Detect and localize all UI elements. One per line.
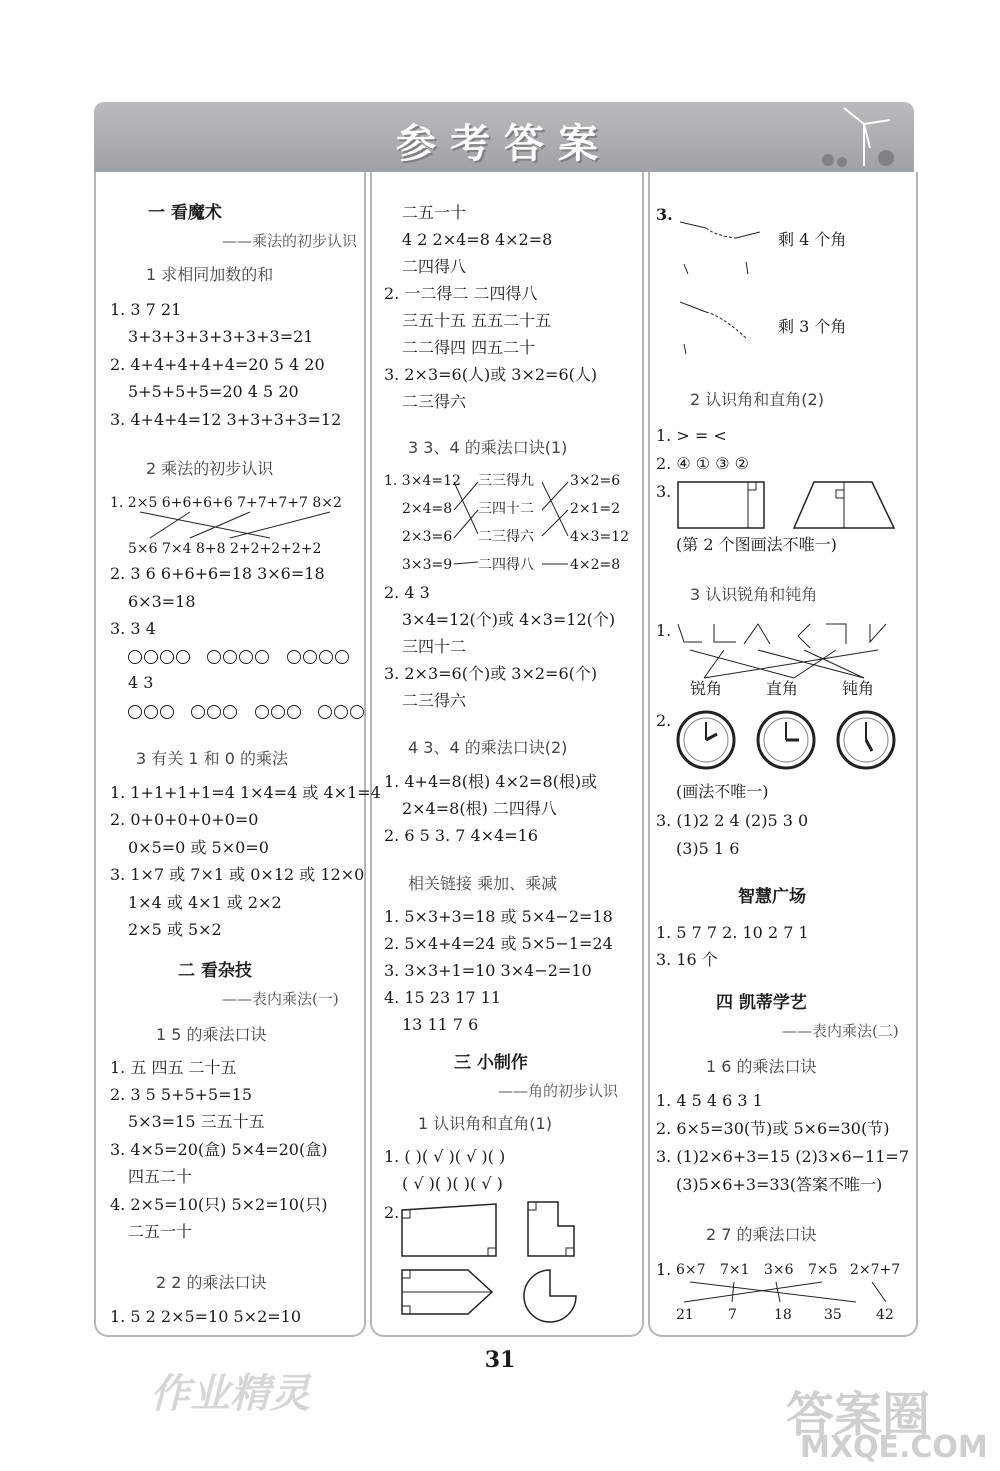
answer-line: 2×4=8(根) 二四得八 [402, 799, 557, 818]
match-bottom-row: 5×6 7×4 8+8 2+2+2+2+2 [128, 541, 322, 557]
answer-line: 3. 1×7 或 7×1 或 0×12 或 12×0 [110, 865, 365, 884]
match-item: 3×3=9 [402, 557, 453, 573]
circle-groups-3 [128, 700, 366, 722]
answer-line: 3. 4+4+4=12 3+3+3+3=12 [110, 410, 342, 429]
angle-label: 直角 [766, 679, 799, 698]
match-item: 1. 3×4=12 [384, 473, 461, 489]
answer-line: 2. 3 5 5+5+5=15 [110, 1085, 252, 1104]
answer-line: 二三得六 [402, 691, 467, 710]
answer-line: 1. 1+1+1+1=4 1×4=4 或 4×1=4 [110, 783, 381, 802]
answer-line: 13 11 7 6 [402, 1015, 479, 1034]
answer-line: 剩 4 个角 [778, 230, 847, 249]
lesson-heading: 2 认识角和直角(2) [690, 390, 824, 409]
answer-line: (3)5 1 6 [676, 839, 740, 858]
answer-line: 三五十五 五五二十五 [402, 311, 552, 330]
answer-line: 三四十二 [402, 637, 467, 656]
answer-line: 1. [656, 621, 672, 640]
answer-line: 3+3+3+3+3+3+3=21 [128, 327, 314, 346]
answer-line: 1. 4 5 4 6 3 1 [656, 1091, 763, 1110]
lesson-heading: 1 认识角和直角(1) [418, 1114, 552, 1133]
match-item: 二三得六 [478, 529, 534, 545]
watermark-right: 答案圈 [786, 1387, 931, 1443]
answer-line: 3. (1)2 2 4 (2)5 3 0 [656, 811, 809, 830]
match-item: 2×4=8 [402, 501, 453, 517]
answer-line: 2. [384, 1203, 400, 1222]
answer-line: 5×3=15 三五十五 [128, 1112, 265, 1131]
answer-line: 4 2 2×4=8 4×2=8 [402, 230, 553, 249]
watermark-left: 作业精灵 [150, 1371, 310, 1417]
match-item: 6×7 [676, 1262, 706, 1278]
answer-line: 3. 4×5=20(盒) 5×4=20(盒) [110, 1140, 328, 1159]
answer-line: (画法不唯一) [676, 782, 769, 801]
right-angle-drawings [676, 480, 896, 532]
unit-subtitle: ——角的初步认识 [498, 1082, 619, 1100]
answer-line: 2. 0+0+0+0+0=0 [110, 810, 259, 829]
answer-line: 2. 6×5=30(节)或 5×6=30(节) [656, 1119, 890, 1138]
answer-line: 4. 15 23 17 11 [384, 988, 502, 1007]
answer-line: 2. [656, 711, 672, 730]
lesson-heading: 3 有关 1 和 0 的乘法 [136, 749, 288, 768]
answer-line: (第 2 个图画法不唯一) [676, 535, 837, 554]
answer-line: 0×5=0 或 5×0=0 [128, 838, 269, 857]
shape-drawings [398, 1196, 618, 1322]
lesson-heading: 1 5 的乘法口诀 [156, 1025, 267, 1044]
lesson-heading: 1 求相同加数的和 [146, 265, 274, 284]
lesson-heading: 4 3、4 的乘法口诀(2) [408, 738, 568, 757]
match-item: 2×1=2 [570, 501, 621, 517]
lesson-heading: 1 6 的乘法口诀 [706, 1057, 817, 1076]
banner-title: 参考答案 [396, 121, 612, 167]
answer-line: 2×5 或 5×2 [128, 920, 222, 939]
answer-line: 2. 一二得二 二四得八 [384, 284, 538, 303]
answer-line: 1. > = < [656, 426, 727, 445]
answer-line: 1. ( )( √ )( √ )( ) [384, 1147, 506, 1166]
answer-line: 二五一十 [128, 1222, 193, 1241]
match-item: 42 [876, 1307, 894, 1323]
answer-line: 2. 5×4+4=24 或 5×5−1=24 [384, 934, 613, 953]
match-item: 7 [728, 1307, 737, 1323]
answer-line: 二五一十 [402, 203, 467, 222]
answer-line: 剩 3 个角 [778, 317, 847, 336]
answer-line: 3. 3 4 [110, 619, 156, 638]
answer-line: 3. 2×3=6(人)或 3×2=6(人) [384, 365, 598, 384]
answer-line: 二二得四 四五二十 [402, 338, 536, 357]
banner [94, 102, 914, 172]
match-item: 3×2=6 [570, 473, 621, 489]
answer-line: 1×4 或 4×1 或 2×2 [128, 893, 282, 912]
match-item: 3×6 [764, 1262, 794, 1278]
answer-line: 1. 5 2 2×5=10 5×2=10 [110, 1307, 302, 1326]
unit-subtitle: ——表内乘法(一) [222, 990, 339, 1008]
answer-line: 四五二十 [128, 1167, 193, 1186]
answer-line: 5+5+5+5=20 4 5 20 [128, 382, 299, 401]
matching-lines [130, 510, 350, 540]
matching-lines [676, 1280, 906, 1304]
answer-line: 2. 4 3 [384, 583, 430, 602]
answer-line: 1. 五 四五 二十五 [110, 1058, 237, 1077]
answer-line: 1. 4+4=8(根) 4×2=8(根)或 [384, 772, 598, 791]
match-item: 7×5 [808, 1262, 838, 1278]
answer-line: 6×3=18 [128, 592, 196, 611]
answer-line: 3. 3×3+1=10 3×4−2=10 [384, 961, 592, 980]
answer-line: 1. 3 7 21 [110, 300, 182, 319]
answer-line: 1. 5×3+3=18 或 5×4−2=18 [384, 907, 613, 926]
angle-matching-drawing [674, 620, 894, 680]
angle-label: 锐角 [690, 679, 723, 698]
unit-heading: 三 小制作 [454, 1053, 528, 1073]
clock-icon [676, 708, 902, 772]
match-item: 2×3=6 [402, 529, 453, 545]
answer-line: 2. 4+4+4+4+4=20 5 4 20 [110, 355, 325, 374]
lesson-heading: 2 7 的乘法口诀 [706, 1225, 817, 1244]
matching-lines [450, 478, 580, 568]
unit-heading: 四 凯蒂学艺 [716, 993, 807, 1013]
unit-heading: 二 看杂技 [178, 961, 252, 981]
match-item: 二四得八 [478, 557, 534, 573]
answer-line: (3)5×6+3=33(答案不唯一) [676, 1175, 883, 1194]
unit-heading: 智慧广场 [738, 887, 806, 907]
answer-line: 2. 3 6 6+6+6=18 3×6=18 [110, 564, 325, 583]
match-item: 7×1 [720, 1262, 750, 1278]
circle-groups-4 [128, 645, 351, 667]
answer-line: 4. 2×5=10(只) 5×2=10(只) [110, 1195, 328, 1214]
answer-line: 2. 6 5 3. 7 4×4=16 [384, 826, 539, 845]
answer-line: 3. [656, 482, 672, 501]
answer-line: 3. (1)2×6+3=15 (2)3×6−11=7 [656, 1147, 909, 1166]
match-item: 35 [824, 1307, 842, 1323]
lesson-heading: 3 3、4 的乘法口诀(1) [408, 438, 568, 457]
page-number: 31 [484, 1347, 516, 1373]
answer-line: 二三得六 [402, 392, 467, 411]
angle-label: 钝角 [842, 679, 875, 698]
answer-line: 二四得八 [402, 257, 467, 276]
answer-line: 1. [656, 1260, 672, 1279]
windmill-icon [814, 104, 904, 170]
lesson-heading: 3 认识锐角和钝角 [690, 585, 818, 604]
lesson-heading: 2 乘法的初步认识 [146, 459, 274, 478]
match-top-row: 1. 2×5 6+6+6+6 7+7+7+7 8×2 [110, 495, 342, 511]
answer-line: 2. ④ ① ③ ② [656, 454, 749, 473]
answer-line: 4 3 [128, 673, 154, 692]
watermark-url: MXQE.COM [800, 1430, 988, 1465]
match-item: 三三得九 [478, 473, 534, 489]
unit-subtitle: ——表内乘法(二) [782, 1022, 899, 1040]
match-item: 4×2=8 [570, 557, 621, 573]
answer-line: 3. 16 个 [656, 950, 718, 969]
match-item: 4×3=12 [570, 529, 630, 545]
match-item: 18 [774, 1307, 792, 1323]
unit-subtitle: ——乘法的初步认识 [222, 232, 358, 250]
answer-line: 3. 2×3=6(个)或 3×2=6(个) [384, 664, 598, 683]
cut-corner-drawing [676, 218, 776, 336]
answer-line: 3. [656, 205, 673, 224]
lesson-heading: 相关链接 乘加、乘减 [408, 874, 558, 893]
match-item: 三四十二 [478, 501, 534, 517]
match-item: 21 [676, 1307, 694, 1323]
match-item: 2×7+7 [850, 1262, 901, 1278]
answer-line: 1. 5 7 7 2. 10 2 7 1 [656, 923, 809, 942]
answer-line: 3×4=12(个)或 4×3=12(个) [402, 610, 616, 629]
unit-heading: 一 看魔术 [148, 203, 222, 223]
lesson-heading: 2 2 的乘法口诀 [156, 1273, 267, 1292]
answer-line: ( √ )( )( )( √ ) [402, 1174, 503, 1193]
